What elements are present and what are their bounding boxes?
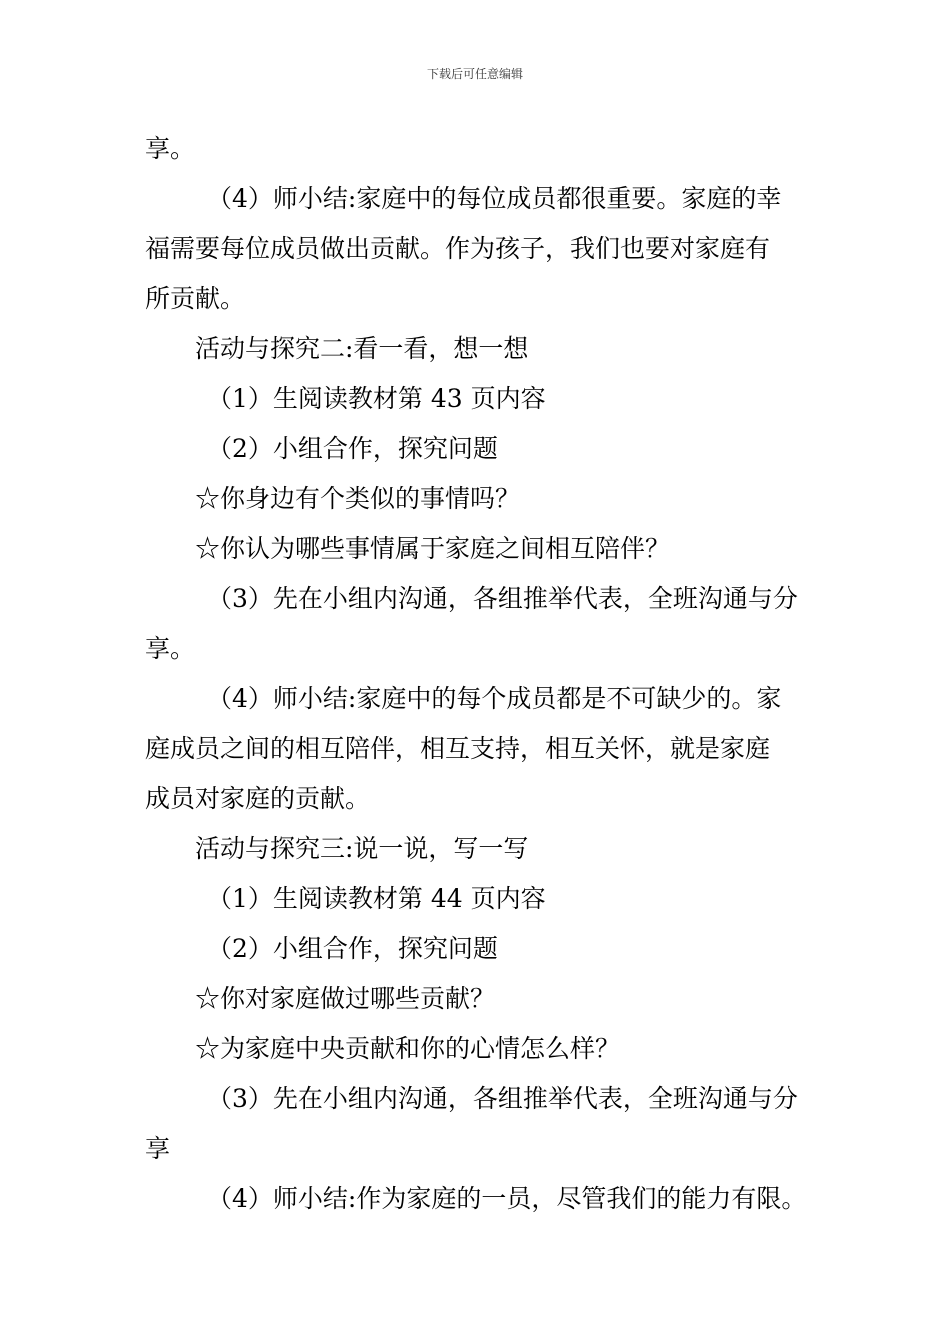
section-heading: 活动与探究二:看一看，想一想 [195, 334, 529, 363]
list-item: （3）先在小组内沟通，各组推举代表，全班沟通与分 [207, 584, 798, 613]
paragraph-line: （4）师小结:家庭中的每位成员都很重要。家庭的幸 [207, 184, 782, 213]
paragraph-line: 成员对家庭的贡献。 [145, 784, 371, 813]
question-item: ☆你对家庭做过哪些贡献？ [195, 984, 496, 1013]
paragraph-line: 庭成员之间的相互陪伴，相互支持，相互关怀，就是家庭 [145, 734, 771, 763]
paragraph-line: 福需要每位成员做出贡献。作为孩子，我们也要对家庭有 [145, 234, 771, 263]
paragraph-line: 享。 [145, 634, 196, 663]
list-item: （4）师小结:作为家庭的一员，尽管我们的能力有限。 [207, 1184, 807, 1213]
paragraph-line: 享 [145, 1134, 171, 1163]
paragraph-line: 享。 [145, 134, 196, 163]
question-item: ☆为家庭中央贡献和你的心情怎么样？ [195, 1034, 621, 1063]
question-item: ☆你身边有个类似的事情吗？ [195, 484, 521, 513]
list-item: （4）师小结:家庭中的每个成员都是不可缺少的。家 [207, 684, 782, 713]
list-item: （2）小组合作，探究问题 [207, 934, 498, 963]
paragraph-line: 所贡献。 [145, 284, 246, 313]
section-heading: 活动与探究三:说一说，写一写 [195, 834, 529, 863]
list-item: （3）先在小组内沟通，各组推举代表，全班沟通与分 [207, 1084, 798, 1113]
list-item: （1）生阅读教材第 44 页内容 [207, 884, 546, 913]
page-header: 下载后可任意编辑 [426, 67, 523, 81]
list-item: （2）小组合作，探究问题 [207, 434, 498, 463]
list-item: （1）生阅读教材第 43 页内容 [207, 384, 546, 413]
document-body [145, 124, 825, 1224]
question-item: ☆你认为哪些事情属于家庭之间相互陪伴？ [195, 534, 671, 563]
